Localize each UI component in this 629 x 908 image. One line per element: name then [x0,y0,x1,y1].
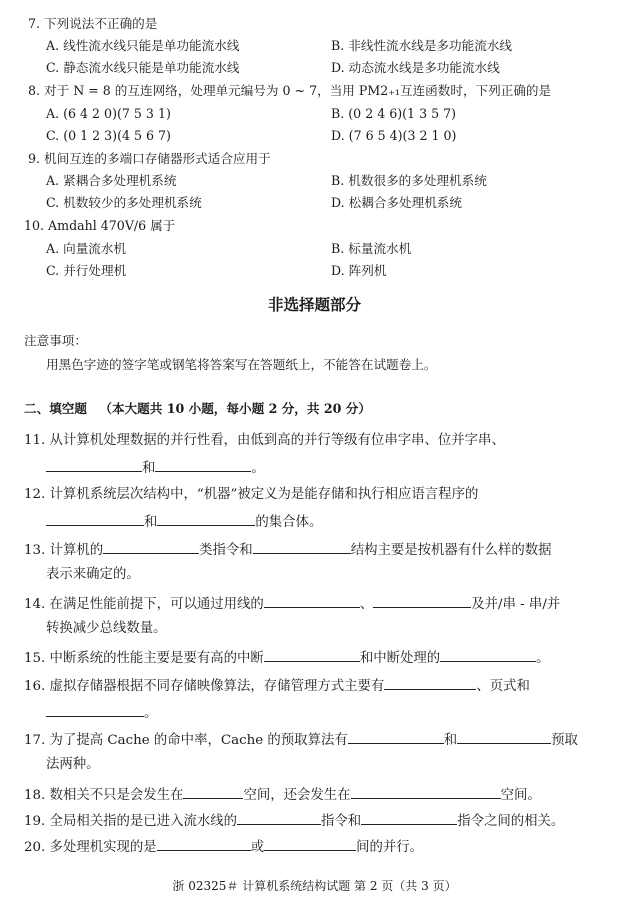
q16-line2: 。 [46,704,157,722]
q9-option-a: A. 紧耦合多处理机系统 [46,173,177,188]
answer-blank[interactable] [46,704,144,717]
q14-line2: 转换减少总线数量。 [46,621,167,636]
answer-blank[interactable] [264,595,360,608]
q8-option-a: A. (6 4 2 0)(7 5 3 1) [46,106,171,121]
q8-option-b: B. (0 2 4 6)(1 3 5 7) [331,106,457,121]
answer-blank[interactable] [155,459,251,472]
q18-line1: 18. 数相关不只是会发生在 空间，还会发生在 空间。 [24,788,541,803]
answer-blank[interactable] [457,731,551,744]
answer-blank[interactable] [440,649,536,662]
q19-line1: 19. 全局相关指的是已进入流水线的 指令和 指令之间的相关。 [24,814,565,829]
answer-blank[interactable] [157,513,255,526]
q9-option-d: D. 松耦合多处理机系统 [331,195,462,210]
q10-option-c: C. 并行处理机 [46,263,127,278]
q10-option-a: A. 向量流水机 [46,241,127,256]
answer-blank[interactable] [103,541,199,554]
answer-blank[interactable] [46,513,144,526]
q8-option-d: D. (7 6 5 4)(3 2 1 0) [331,128,457,143]
fill-heading [24,401,371,417]
q10-stem: 10. Amdahl 470V/6 属于 [24,218,176,233]
q17-line1: 17. 为了提高 Cache 的命中率，Cache 的预取算法有 和 预取 [24,733,578,748]
q9-option-b: B. 机数很多的多处理机系统 [331,173,487,188]
answer-blank[interactable] [46,459,142,472]
answer-blank[interactable] [373,595,471,608]
q15-line1: 15. 中断系统的性能主要是要有高的中断 和中断处理的 。 [24,651,550,666]
q7-option-c: C. 静态流水线只能是单功能流水线 [46,60,240,75]
q16-line1: 16. 虚拟存储器根据不同存储映像算法，存储管理方式主要有 、页式和 [24,679,530,694]
q9-stem: 9. 机间互连的多端口存储器形式适合应用于 [28,151,271,166]
q17-line2: 法两种。 [46,757,100,772]
answer-blank[interactable] [351,786,501,799]
answer-blank[interactable] [237,812,321,825]
answer-blank[interactable] [264,838,356,851]
section-title: 非选择题部分 [267,295,361,314]
answer-blank[interactable] [253,541,351,554]
q7-option-a: A. 线性流水线只能是单功能流水线 [46,38,240,53]
answer-blank[interactable] [361,812,457,825]
fill-heading-title: 二、填空题 [24,401,87,416]
q10-option-b: B. 标量流水机 [331,241,412,256]
answer-blank[interactable] [384,677,476,690]
q13-line2: 表示来确定的。 [46,567,140,582]
q12-line2: 和 的集合体。 [46,513,322,531]
page-footer: 浙 02325＃ 计算机系统结构试题 第 2 页（共 3 页） [172,879,457,893]
q7-stem: 7. 下列说法不正确的是 [28,16,158,31]
answer-blank[interactable] [264,649,360,662]
q13-line1: 13. 计算机的 类指令和 结构主要是按机器有什么样的数据 [24,543,552,558]
q14-line1: 14. 在满足性能前提下，可以通过用线的 、 及并/串 - 串/并 [24,597,561,612]
q8-option-c: C. (0 1 2 3)(4 5 6 7) [46,128,171,143]
fill-heading-note: （本大题共 10 小题，每小题 2 分，共 20 分） [99,401,371,416]
q8-stem: 8. 对于 N = 8 的互连网络，处理单元编号为 0 ~ 7，当用 PM2₊₁互连函数时，下列正确的是 [28,83,552,98]
q10-option-d: D. 阵列机 [331,263,387,278]
q7-option-d: D. 动态流水线是多功能流水线 [331,60,500,75]
notice-label: 注意事项： [24,333,87,348]
q12-line1: 12. 计算机系统层次结构中，“机器”被定义为是能存储和执行相应语言程序的 [24,487,479,502]
q11-line2: 和 。 [46,459,265,477]
q20-line1: 20. 多处理机实现的是 或 间的并行。 [24,840,424,855]
answer-blank[interactable] [183,786,243,799]
q9-option-c: C. 机数较少的多处理机系统 [46,195,202,210]
q11-line1: 11. 从计算机处理数据的并行性看，由低到高的并行等级有位串字串、位并字串、 [24,433,505,448]
q7-option-b: B. 非线性流水线是多功能流水线 [331,38,512,53]
answer-blank[interactable] [348,731,444,744]
notice-text: 用黑色字迹的签字笔或钢笔将答案写在答题纸上，不能答在试题卷上。 [46,357,437,372]
answer-blank[interactable] [157,838,251,851]
